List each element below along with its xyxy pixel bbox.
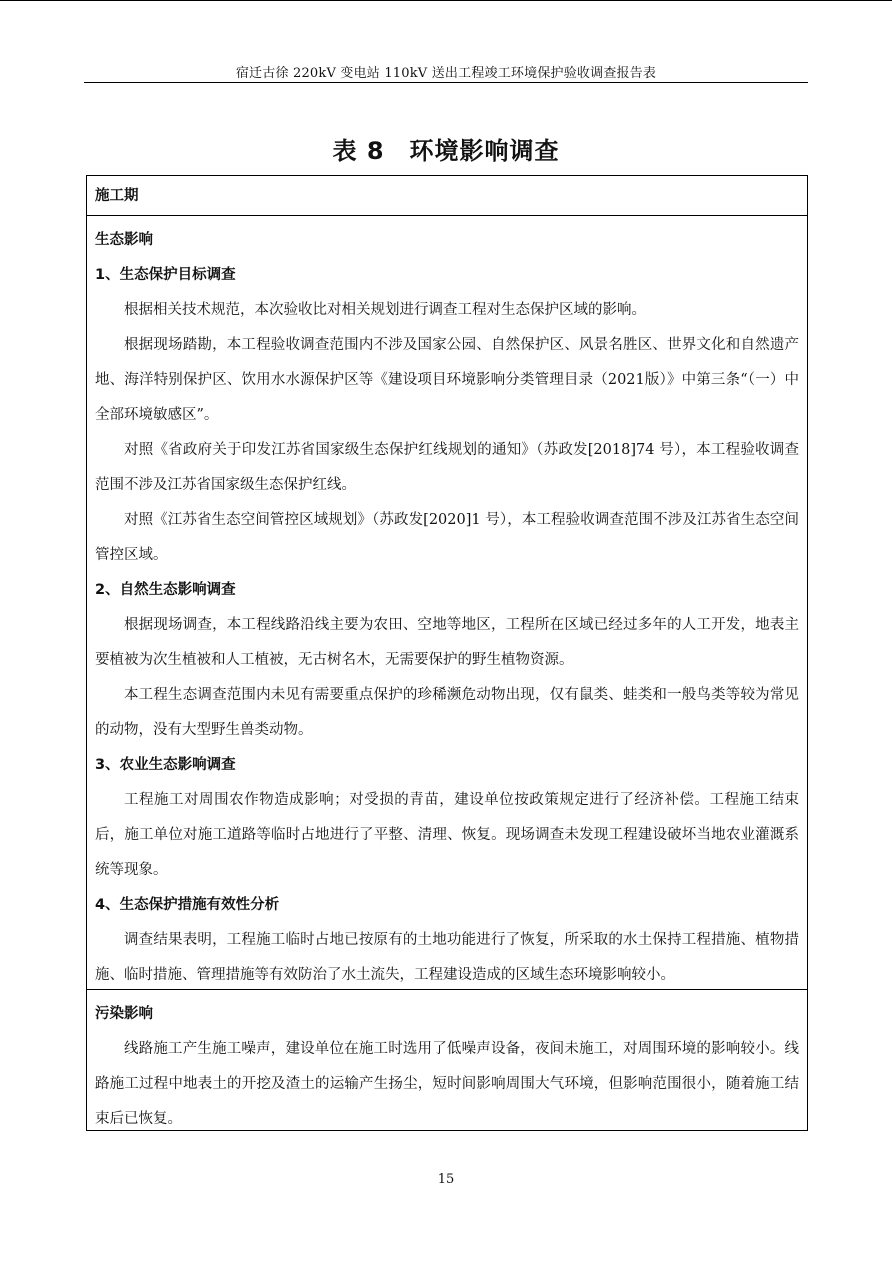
header-rule [84,82,808,83]
section-heading: 3、农业生态影响调查 [95,757,236,773]
section-heading: 2、自然生态影响调查 [95,582,236,598]
page-number: 15 [437,1172,455,1187]
pollution-impact-label: 污染影响 [95,1006,153,1022]
paragraph: 根据现场踏勘，本工程验收调查范围内不涉及国家公园、自然保护区、风景名胜区、世界文化和自然遗产地、海洋特别保护区、饮用水水源保护区等《建设项目环境影响分类管理目录（2021版）》中第三条“（一）中全部环境敏感区”。 [95,337,799,423]
running-header: 宿迁古徐 220kV 变电站 110kV 送出工程竣工环境保护验收调查报告表 [235,66,657,81]
paragraph: 本工程生态调查范围内未见有需要重点保护的珍稀濒危动物出现，仅有鼠类、蛙类和一般鸟类等较为常见的动物，没有大型野生兽类动物。 [95,687,799,738]
pollution-impact-cell [87,990,807,1130]
paragraph: 工程施工对周围农作物造成影响；对受损的青苗，建设单位按政策规定进行了经济补偿。工程施工结束后，施工单位对施工道路等临时占地进行了平整、清理、恢复。现场调查未发现工程建设破坏当地农业灌溉系统等现象。 [95,792,799,878]
construction-period-label: 施工期 [95,187,139,204]
paragraph: 对照《省政府关于印发江苏省国家级生态保护红线规划的通知》（苏政发[2018]74 号），本工程验收调查范围不涉及江苏省国家级生态保护红线。 [95,442,799,493]
page-top-border [0,0,892,1]
paragraph: 对照《江苏省生态空间管控区域规划》（苏政发[2020]1 号），本工程验收调查范围不涉及江苏省生态空间管控区域。 [95,512,799,563]
ecological-impact-cell [87,216,807,990]
section-heading: 4、生态保护措施有效性分析 [95,897,280,913]
paragraph: 根据现场调查，本工程线路沿线主要为农田、空地等地区，工程所在区域已经过多年的人工开发，地表主要植被为次生植被和人工植被，无古树名木，无需要保护的野生植物资源。 [95,617,799,668]
section-heading: 1、生态保护目标调查 [95,267,236,283]
paragraph: 根据相关技术规范，本次验收比对相关规划进行调查工程对生态保护区域的影响。 [124,302,646,318]
environmental-impact-table [86,175,808,1131]
page-title: 表 8 环境影响调查 [332,137,560,165]
ecological-impact-label: 生态影响 [95,232,153,248]
construction-period-row [87,176,807,216]
paragraph: 线路施工产生施工噪声，建设单位在施工时选用了低噪声设备，夜间未施工，对周围环境的影响较小。线路施工过程中地表土的开挖及渣土的运输产生扬尘，短时间影响周围大气环境，但影响范围很小，随着施工结束后已恢复。 [95,1041,799,1127]
paragraph: 调查结果表明，工程施工临时占地已按原有的土地功能进行了恢复，所采取的水土保持工程措施、植物措施、临时措施、管理措施等有效防治了水土流失，工程建设造成的区域生态环境影响较小。 [95,932,799,983]
